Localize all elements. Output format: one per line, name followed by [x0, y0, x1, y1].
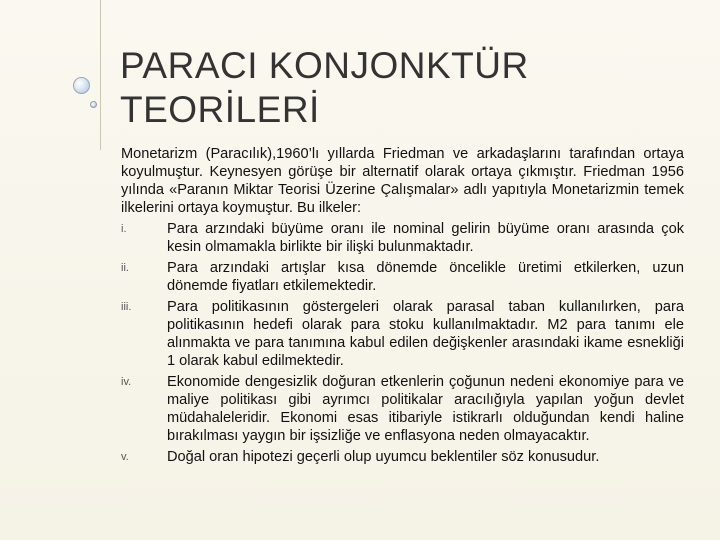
- list-item: [121, 220, 684, 256]
- decorative-small-circle-icon: [90, 101, 97, 108]
- list-item-marker: v.: [121, 451, 129, 463]
- slide-body: [121, 145, 684, 466]
- list-item-text: Doğal oran hipotezi geçerli olup uyumcu beklentiler söz konusudur.: [167, 449, 600, 465]
- list-item: [121, 298, 684, 370]
- intro-paragraph: Monetarizm (Paracılık),1960’lı yıllarda Friedman ve arkadaşlarını tarafından ortaya koyulmuştur. Keynesyen görüşe bir alternatif olarak ortaya çıkmıştır. Friedman 1956 yılında «Paranın Miktar Teorisi Üzerine Çalışmalar» adlı yapıtıyla Monetarizmin temek ilkelerini ortaya koymuştur. Bu ilkeler:: [121, 146, 684, 216]
- list-item-text: Ekonomide dengesizlik doğuran etkenlerin çoğunun nedeni ekonomiye para ve maliye politikası gibi ayrımcı politikalar aracılığıyla yapılan yoğun devlet müdahaleleridir. Ekonomi esas itibariyle istikrarlı olduğundan kendi haline bırakılması yaygın bir işsizliğe ve enflasyona neden olmayacaktır.: [167, 374, 684, 444]
- principles-list: [121, 220, 684, 466]
- list-item-marker: iii.: [121, 301, 132, 313]
- list-item-marker: iv.: [121, 376, 132, 388]
- decorative-large-circle-icon: [73, 77, 90, 94]
- list-item: [121, 259, 684, 295]
- list-item-marker: i.: [121, 223, 127, 235]
- slide-title: PARACI KONJONKTÜR TEORİLERİ: [120, 45, 529, 130]
- decorative-vertical-line: [100, 0, 101, 150]
- list-item-text: Para arzındaki artışlar kısa dönemde öncelikle üretimi etkilerken, uzun dönemde fiyatları etkilemektedir.: [167, 260, 684, 294]
- list-item-marker: ii.: [121, 262, 129, 274]
- list-item-text: Para politikasının göstergeleri olarak parasal taban kullanılırken, para politikasının hedefi olarak para stoku kullanılmaktadır. M2 para tanımı ele alınmakta ve para tanımına kabul edilen değişkenler arasındaki ikame esnekliği 1 olarak kabul edilmektedir.: [167, 299, 684, 369]
- list-item: [121, 373, 684, 445]
- list-item-text: Para arzındaki büyüme oranı ile nominal gelirin büyüme oranı arasında çok kesin olmamakla birlikte bir ilişki bulunmaktadır.: [167, 221, 684, 255]
- list-item: [121, 448, 684, 466]
